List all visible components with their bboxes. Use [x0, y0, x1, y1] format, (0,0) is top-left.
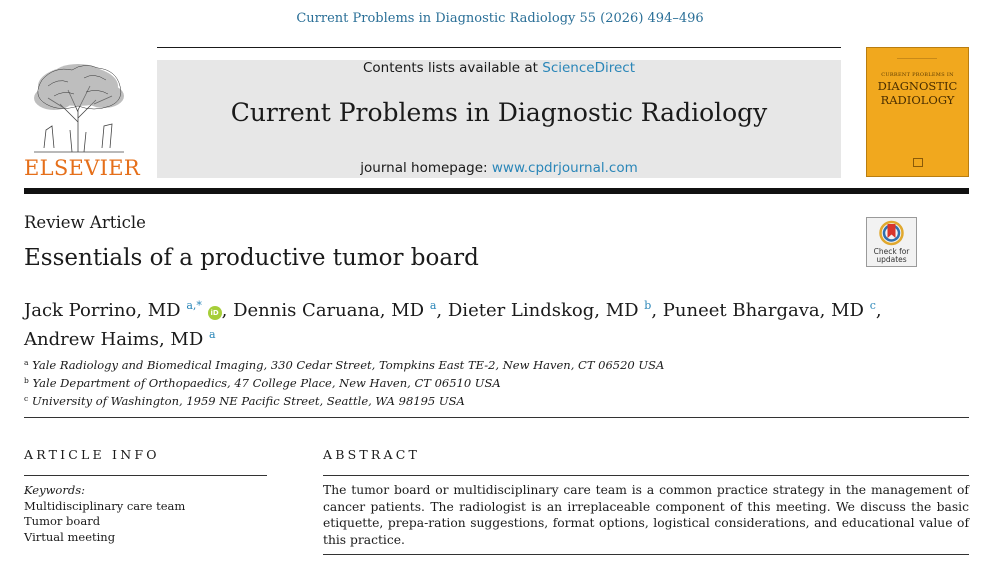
- affiliation-item: [24, 391, 664, 409]
- author-separator: ,: [436, 300, 448, 321]
- abstract-divider: [323, 475, 969, 476]
- article-info-heading: ARTICLE INFO: [24, 447, 160, 462]
- abstract-text: The tumor board or multidisciplinary care team is a common practice strategy in the management of cancer patients. The radiologist is an irreplaceable component of this meeting. We discuss the basic etiquette, prepa-ration suggestions, format options, logistical considerations, and educational value of this practice.: [323, 483, 969, 547]
- author-affiliation-ref[interactable]: a: [429, 299, 437, 312]
- cover-title: [867, 79, 968, 107]
- top-divider: [157, 47, 841, 48]
- keyword-item[interactable]: Virtual meeting: [24, 529, 116, 544]
- keyword-item[interactable]: Multidisciplinary care team: [24, 498, 186, 513]
- tree-icon: [24, 60, 132, 156]
- article-title: Essentials of a productive tumor board: [24, 245, 479, 271]
- updates-line2: updates: [876, 255, 907, 264]
- affiliations: [24, 355, 664, 409]
- homepage-prefix: journal homepage:: [360, 160, 492, 176]
- header-divider: [24, 188, 969, 194]
- keywords-block: [24, 483, 185, 545]
- contents-line: [157, 60, 841, 76]
- affiliation-label: b: [24, 376, 29, 385]
- article-type: Review Article: [24, 213, 146, 232]
- affiliation-label: c: [24, 394, 29, 403]
- keyword-item[interactable]: Tumor board: [24, 514, 101, 528]
- author-affiliation-ref[interactable]: c: [869, 299, 876, 312]
- affiliation-item: [24, 355, 664, 373]
- cover-title-line2: RADIOLOGY: [880, 93, 955, 107]
- journal-title: Current Problems in Diagnostic Radiology: [230, 98, 768, 127]
- author-separator: ,: [651, 300, 663, 321]
- author-name[interactable]: Andrew Haims, MD: [24, 329, 204, 350]
- abstract-bottom-divider: [323, 554, 969, 555]
- affiliation-text: Yale Radiology and Biomedical Imaging, 330 Cedar Street, Tompkins East TE-2, New Haven, CT 06520 USA: [32, 358, 665, 372]
- journal-header-box: [157, 60, 841, 178]
- author-list: [24, 294, 884, 352]
- author-name[interactable]: Dieter Lindskog, MD: [447, 300, 639, 321]
- article-info-divider: [24, 475, 267, 476]
- affiliations-divider: [24, 417, 969, 418]
- check-for-updates-icon: [867, 218, 916, 248]
- author-affiliation-ref[interactable]: a: [209, 328, 216, 341]
- author-name[interactable]: Dennis Caruana, MD: [233, 300, 425, 321]
- affiliation-text: University of Washington, 1959 NE Pacific Street, Seattle, WA 98195 USA: [31, 394, 465, 408]
- abstract-heading: ABSTRACT: [323, 447, 421, 462]
- cover-series: CURRENT PROBLEMS IN: [881, 72, 954, 78]
- cover-decoration: [897, 58, 937, 59]
- elsevier-tree-logo[interactable]: [24, 60, 140, 180]
- affiliation-text: Yale Department of Orthopaedics, 47 College Place, New Haven, CT 06510 USA: [32, 376, 501, 390]
- affiliation-label: a: [24, 358, 29, 367]
- author-separator: ,: [221, 300, 234, 321]
- author-affiliation-ref[interactable]: b: [644, 299, 652, 312]
- author-separator: ,: [875, 300, 882, 321]
- journal-cover[interactable]: [866, 47, 969, 177]
- keywords-label: Keywords:: [24, 483, 85, 497]
- check-for-updates-button[interactable]: [866, 217, 917, 267]
- contents-prefix: Contents lists available at: [362, 60, 543, 76]
- check-for-updates-label: [867, 248, 916, 264]
- journal-homepage-link[interactable]: www.cpdrjournal.com: [491, 160, 638, 176]
- sciencedirect-link[interactable]: ScienceDirect: [542, 60, 636, 76]
- updates-line1: Check for: [873, 247, 910, 256]
- author-name[interactable]: Puneet Bhargava, MD: [662, 300, 864, 321]
- orcid-icon[interactable]: iD: [208, 306, 222, 320]
- author-affiliation-ref[interactable]: a,*: [186, 299, 202, 312]
- affiliation-item: [24, 373, 664, 391]
- cover-publisher-icon: [913, 158, 923, 167]
- author-name[interactable]: Jack Porrino, MD: [24, 300, 181, 321]
- publisher-name: ELSEVIER: [24, 156, 140, 180]
- cover-title-line1: DIAGNOSTIC: [877, 79, 958, 93]
- homepage-line: [157, 160, 841, 176]
- journal-citation[interactable]: Current Problems in Diagnostic Radiology 55 (2026) 494–496: [296, 11, 704, 26]
